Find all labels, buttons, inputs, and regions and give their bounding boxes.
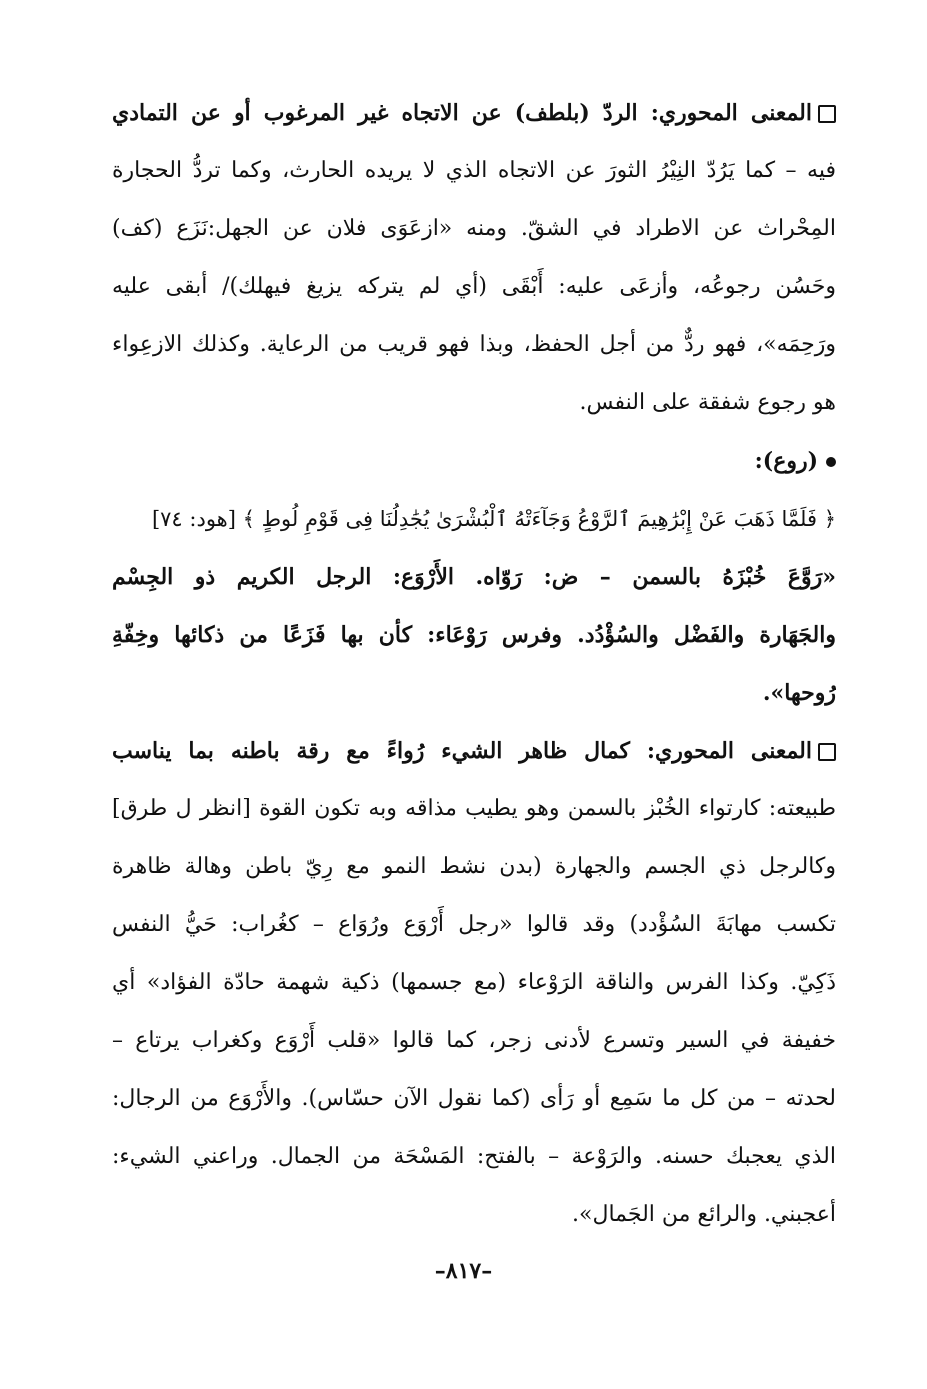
paragraph-3-line-4: تكسب مهابَةَ السُؤْدد) وقد قالوا «رجل أَرْوَع ورُوَاع – كغُراب: حَيُّ النفس <box>112 912 836 937</box>
paragraph-3-line-3: وكالرجل ذي الجسم والجهارة (بدن نشط النمو مع رِيّ باطن وهالة ظاهرة <box>112 854 836 879</box>
square-bullet-icon <box>818 743 836 761</box>
quran-verse <box>112 490 836 548</box>
paragraph-1-line-2: فيه – كما يَرُدّ النِيْرُ الثورَ عن الاتجاه الذي لا يريده الحارث، وكما تردُّ الحجارة <box>112 158 836 183</box>
paragraph-1-line-4: وحَسُن رجوعُه، وأزعَى عليه: أَبْقَى (أي لم يتركه يزيغ فيهلك)/ أبقى عليه <box>112 274 836 299</box>
paragraph-3-line-7: لحدته – من كل ما سَمِع أو رَأى (كما نقول الآن حسّاس). والأَرْوَع من الرجال: <box>112 1086 836 1111</box>
page-body <box>112 84 836 1244</box>
pivotal-meaning-label: المعنى المحوري: <box>650 100 812 126</box>
text-line: الردّ (بلطف) عن الاتجاه غير المرغوب أو عن التمادي <box>112 100 638 126</box>
pivotal-meaning-label: المعنى المحوري: <box>646 738 812 764</box>
root-heading-text: (روع): <box>754 448 818 474</box>
paragraph-1-line-1 <box>112 84 836 142</box>
square-bullet-icon <box>818 105 836 123</box>
page-number: –٨١٧– <box>434 1258 493 1284</box>
paragraph-2-line-1: «رَوَّعَ خُبْزَهُ بالسمن – ض: رَوّاه. الأَرْوَع: الرجل الكريم ذو الجِسْم <box>112 564 836 590</box>
paragraph-3-line-9: أعجبني. والرائع من الجَمال». <box>572 1202 836 1227</box>
paragraph-2-line-2: والجَهَارة والفَضْل والسُؤْدُد. وفرس رَوْعَاء: كأن بها فَزَعًا من ذكائها وخِفّةِ <box>112 622 836 648</box>
paragraph-3-line-6: خفيفة في السير وتسرع لأدنى زجر، كما قالوا «قلب أَرْوَع وكغراب يرتاع – <box>112 1028 836 1053</box>
paragraph-3-line-8: الذي يعجبك حسنه. والرَوْعة – بالفتح: المَسْحَة من الجمال. وراعني الشيء: <box>112 1144 836 1169</box>
paragraph-1-line-3: المِحْراث عن الاطراد في الشقّ. ومنه «ازعَوَى فلان عن الجهل:نَزَع (كف) <box>112 216 836 241</box>
verse-reference: [هود: ٧٤] <box>151 507 236 531</box>
paragraph-2-line-3: رُوحها». <box>762 680 836 706</box>
verse-text: ﴿ فَلَمَّا ذَهَبَ عَنْ إِبْرَٰهِيمَ ٱلرَّوْعُ وَجَآءَتْهُ ٱلْبُشْرَىٰ يُجَٰدِلُنَا فِى قَوْمِ لُوطٍ ﴾ <box>242 507 836 531</box>
bullet-dot-icon <box>826 457 836 467</box>
paragraph-3-line-5: ذَكِيّ. وكذا الفرس والناقة الرَوْعاء (مع جسمها) ذكية شهمة حادّة الفؤاد» أي <box>112 970 836 995</box>
root-heading <box>112 432 836 490</box>
paragraph-1-line-6: هو رجوع شفقة على النفس. <box>579 390 836 415</box>
paragraph-3-line-1 <box>112 722 836 780</box>
paragraph-3-line-2: طبيعته: كارتواء الخُبْز بالسمن وهو يطيب مذاقه وبه تكون القوة [انظر ل طرق] <box>112 796 836 821</box>
paragraph-1-line-5: ورَحِمَه»، فهو ردٌّ من أجل الحفظ، وبذا فهو قريب من الرعاية. وكذلك الازعِواء <box>112 332 836 357</box>
text-line: كمال ظاهر الشيء رُواءً مع رقة باطنه بما يناسب <box>112 738 631 764</box>
